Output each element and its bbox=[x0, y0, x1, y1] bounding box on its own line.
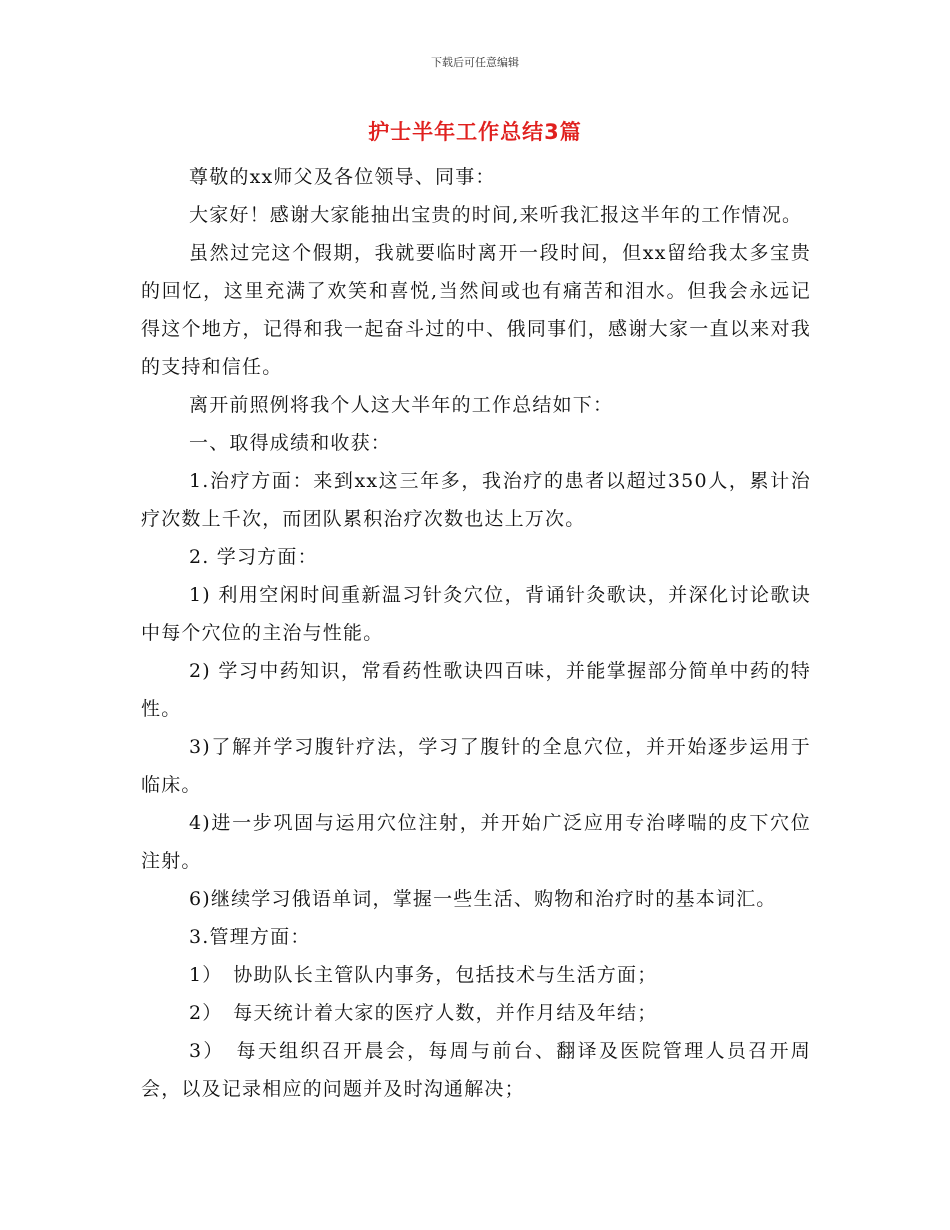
list-item-study-3: 3)了解并学习腹针疗法，学习了腹针的全息穴位，并开始逐步运用于临床。 bbox=[141, 736, 811, 796]
paragraph-greeting: 大家好！感谢大家能抽出宝贵的时间,来听我汇报这半年的工作情况。 bbox=[189, 204, 803, 226]
paragraph-salutation: 尊敬的xx师父及各位领导、同事： bbox=[189, 166, 496, 188]
section-heading-achievements: 一、取得成绩和收获： bbox=[189, 432, 392, 454]
subheading-study: 2. 学习方面： bbox=[189, 546, 318, 568]
paragraph-farewell: 虽然过完这个假期，我就要临时离开一段时间，但xx留给我太多宝贵的回忆，这里充满了欢笑和喜悦,当然间或也有痛苦和泪水。但我会永远记得这个地方，记得和我一起奋斗过的中、俄同事们，感谢大家一直以来对我的支持和信任。 bbox=[141, 242, 811, 378]
paragraph-intro: 离开前照例将我个人这大半年的工作总结如下： bbox=[189, 394, 614, 416]
list-item-study-6: 6)继续学习俄语单词，掌握一些生活、购物和治疗时的基本词汇。 bbox=[189, 888, 777, 910]
subheading-management: 3.管理方面： bbox=[189, 926, 311, 948]
header-note: 下载后可任意编辑 bbox=[431, 56, 519, 69]
document-title: 护士半年工作总结3篇 bbox=[368, 120, 582, 144]
list-item-study-4: 4)进一步巩固与运用穴位注射，并开始广泛应用专治哮喘的皮下穴位注射。 bbox=[141, 812, 811, 872]
list-item-management-1: 1） 协助队长主管队内事务，包括技术与生活方面； bbox=[189, 964, 658, 986]
list-item-study-1: 1) 利用空闲时间重新温习针灸穴位，背诵针灸歌诀，并深化讨论歌诀中每个穴位的主治与性能。 bbox=[141, 584, 811, 644]
list-item-management-3: 3） 每天组织召开晨会，每周与前台、翻译及医院管理人员召开周会，以及记录相应的问题并及时沟通解决； bbox=[141, 1040, 811, 1100]
list-item-study-2: 2) 学习中药知识，常看药性歌诀四百味，并能掌握部分简单中药的特性。 bbox=[141, 660, 811, 720]
list-item-management-2: 2） 每天统计着大家的医疗人数，并作月结及年结； bbox=[189, 1002, 658, 1024]
paragraph-treatment: 1.治疗方面：来到xx这三年多，我治疗的患者以超过350人，累计治疗次数上千次，而团队累积治疗次数也达上万次。 bbox=[141, 470, 811, 530]
document-body bbox=[141, 158, 811, 1108]
